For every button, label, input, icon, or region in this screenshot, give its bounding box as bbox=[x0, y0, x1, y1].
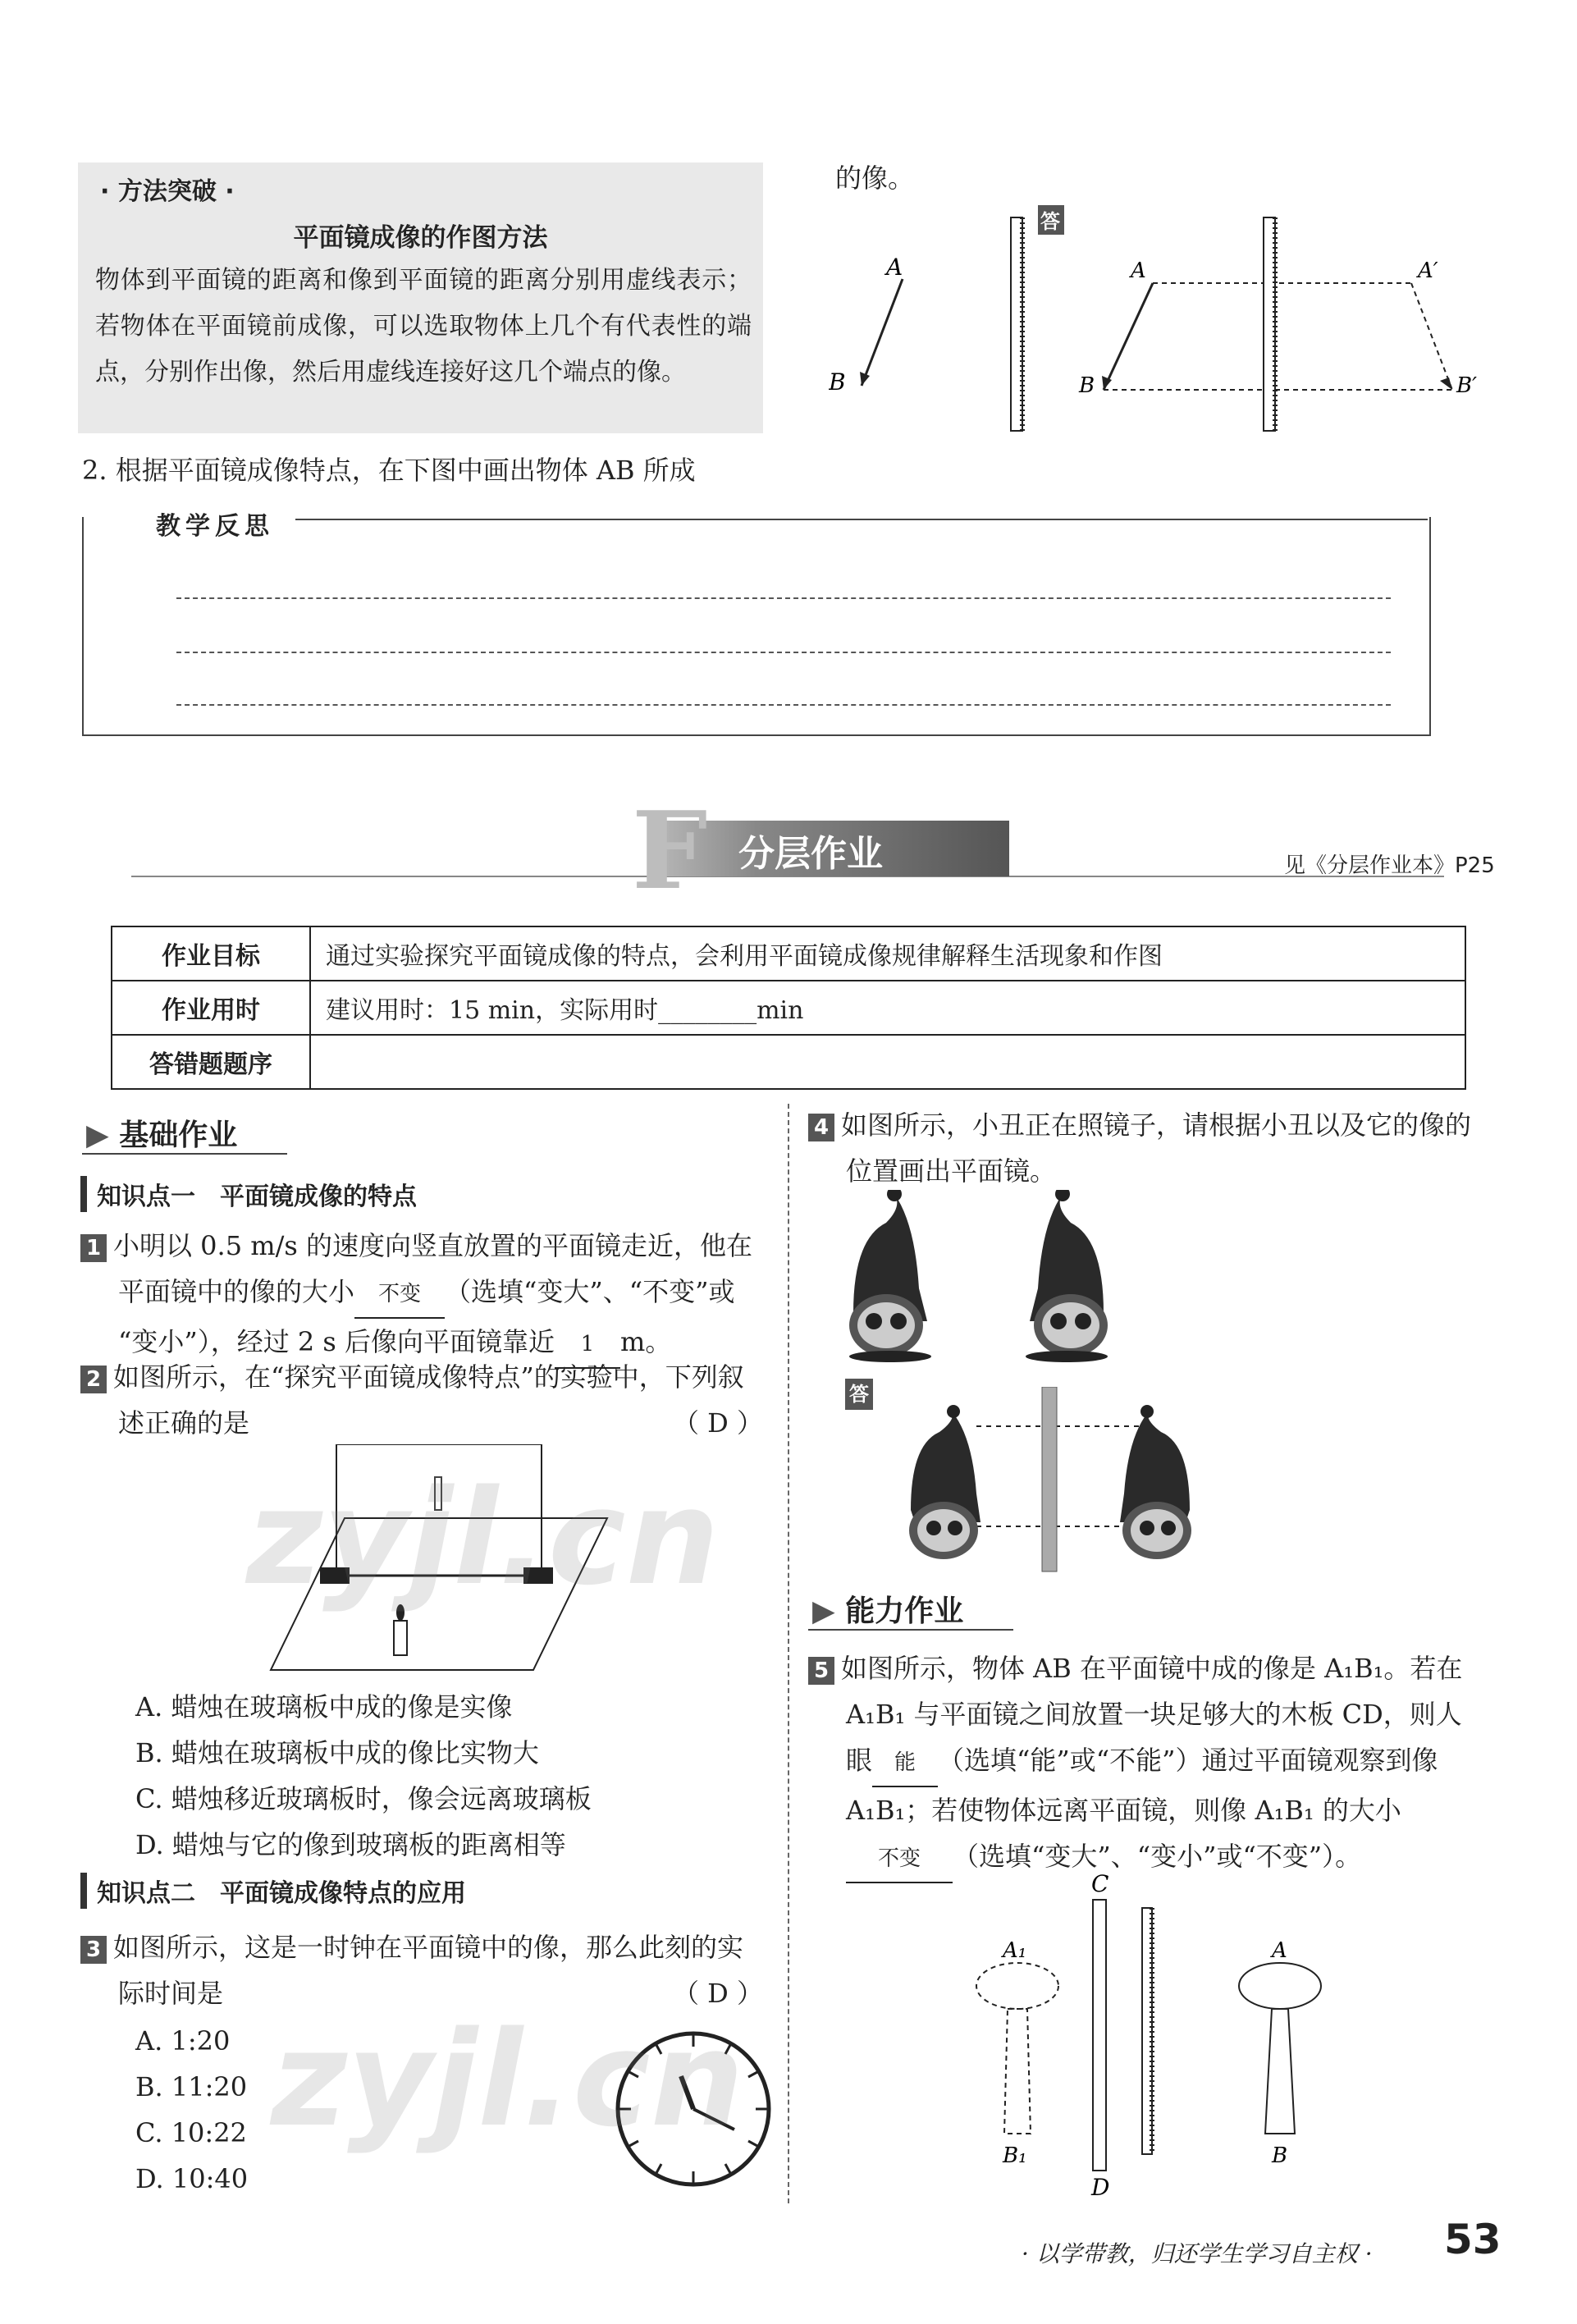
svg-text:C: C bbox=[1091, 1871, 1109, 1897]
q2-option-a: A. 蜡烛在玻璃板中成的像是实像 bbox=[135, 1691, 513, 1722]
question-2-answer: （ D ） bbox=[673, 1407, 764, 1439]
object-ab-arrow bbox=[862, 279, 903, 386]
svg-text:D: D bbox=[1091, 2174, 1110, 2199]
question-1: 1 小明以 0.5 m/s 的速度向竖直放置的平面镜走近，他在 平面镜中的像的大小 不变 （选填“变大”、“不变”或 “变小”），经过 2 s 后像向平面镜靠近 1 m。 bbox=[80, 1223, 770, 1369]
method-title: 平面镜成像的作图方法 bbox=[293, 223, 548, 253]
answer-tag-2: 答 bbox=[845, 1379, 873, 1410]
method-tag: · 方法突破 · bbox=[100, 177, 235, 206]
q3-option-a: A. 1:20 bbox=[135, 2025, 231, 2056]
label-a: A bbox=[886, 254, 903, 281]
question-2: 2 如图所示，在“探究平面镜成像特点”的实验中，下列叙 述正确的是 bbox=[80, 1354, 770, 1446]
board-mirror-diagram bbox=[960, 1871, 1354, 2199]
mirror-image-diagram bbox=[829, 205, 1485, 443]
svg-text:A₁: A₁ bbox=[1003, 1938, 1027, 1963]
prev-question-2-continued: 的像。 bbox=[835, 162, 915, 194]
prev-question-2: 2. 根据平面镜成像特点，在下图中画出物体 AB 所成 bbox=[82, 455, 696, 486]
svg-text:B₁: B₁ bbox=[1003, 2143, 1027, 2168]
svg-text:答: 答 bbox=[1040, 209, 1060, 233]
svg-text:B: B bbox=[1079, 373, 1095, 398]
clown-right bbox=[1026, 1190, 1108, 1362]
question-3-answer: （ D ） bbox=[673, 1978, 764, 2009]
table-row: 作业目标 通过实验探究平面镜成像的特点，会利用平面镜成像规律解释生活现象和作图 bbox=[112, 926, 1465, 981]
page-number: 53 bbox=[1444, 2216, 1502, 2263]
workbook-reference: 见《分层作业本》P25 bbox=[1284, 853, 1495, 878]
svg-text:B′: B′ bbox=[1456, 373, 1478, 398]
method-text: 物体到平面镜的距离和像到平面镜的距离分别用虚线表示；若物体在平面镜前成像，可以选取物体上几个有代表性的端点，分别作出像，然后用虚线连接好这几个端点的像。 bbox=[95, 266, 752, 387]
footer-slogan: · 以学带教，归还学生学习自主权 · bbox=[1022, 2240, 1373, 2267]
banner-letter: F bbox=[632, 788, 708, 913]
q3-option-d: D. 10:40 bbox=[135, 2163, 249, 2194]
svg-text:A: A bbox=[1272, 1938, 1287, 1963]
knowledge-point-2: 知识点二 平面镜成像特点的应用 bbox=[80, 1873, 466, 1909]
label-b: B bbox=[829, 368, 846, 396]
drawn-mirror bbox=[1042, 1387, 1057, 1571]
watermark: zyjl.cn bbox=[246, 1461, 720, 1614]
table-row: 答错题题序 bbox=[112, 1035, 1465, 1089]
q2-option-c: C. 蜡烛移近玻璃板时，像会远离玻璃板 bbox=[135, 1783, 592, 1814]
q2-option-b: B. 蜡烛在玻璃板中成的像比实物大 bbox=[135, 1737, 539, 1768]
reflection-label: 教学反思 bbox=[156, 512, 274, 541]
mirror-1 bbox=[1011, 217, 1022, 431]
clown-mirror-answer bbox=[903, 1387, 1214, 1576]
ability-homework-heading: ▶ 能力作业 bbox=[812, 1594, 964, 1628]
watermark: zyjl.cn bbox=[271, 2002, 744, 2156]
q2-option-d: D. 蜡烛与它的像到玻璃板的距离相等 bbox=[135, 1829, 566, 1860]
table-row: 作业用时 建议用时：15 min，实际用时________min bbox=[112, 981, 1465, 1035]
question-3: 3 如图所示，这是一时钟在平面镜中的像，那么此刻的实 际时间是 bbox=[80, 1924, 770, 2016]
mirror-2 bbox=[1264, 217, 1275, 431]
homework-table bbox=[111, 926, 1466, 1090]
q3-option-b: B. 11:20 bbox=[135, 2071, 248, 2102]
svg-text:A′: A′ bbox=[1418, 258, 1438, 283]
clown-left bbox=[849, 1190, 931, 1362]
q3-option-c: C. 10:22 bbox=[135, 2117, 247, 2148]
candle bbox=[394, 1621, 407, 1655]
banner-title: 分层作业 bbox=[738, 833, 883, 875]
question-5: 5 如图所示，物体 AB 在平面镜中成的像是 A₁B₁。若在 A₁B₁ 与平面镜之间放置一块足够大的木板 CD，则人 眼 能 （选填“能”或“不能”）通过平面镜观察到像 A₁B₁；若使物体远离平面镜，则像 A₁B₁ 的大小 不变 （选填“变大”、“变小”或“不变”）。 bbox=[808, 1645, 1497, 1883]
svg-text:A: A bbox=[1131, 258, 1146, 283]
clown-and-image bbox=[837, 1190, 1116, 1362]
knowledge-point-1: 知识点一 平面镜成像的特点 bbox=[80, 1176, 417, 1212]
question-4: 4 如图所示，小丑正在照镜子，请根据小丑以及它的像的 位置画出平面镜。 bbox=[808, 1102, 1497, 1194]
basic-homework-heading: ▶ 基础作业 bbox=[86, 1119, 238, 1152]
svg-text:B: B bbox=[1272, 2143, 1288, 2168]
wooden-board-cd bbox=[1093, 1900, 1106, 2171]
reflection-box bbox=[82, 517, 1431, 736]
